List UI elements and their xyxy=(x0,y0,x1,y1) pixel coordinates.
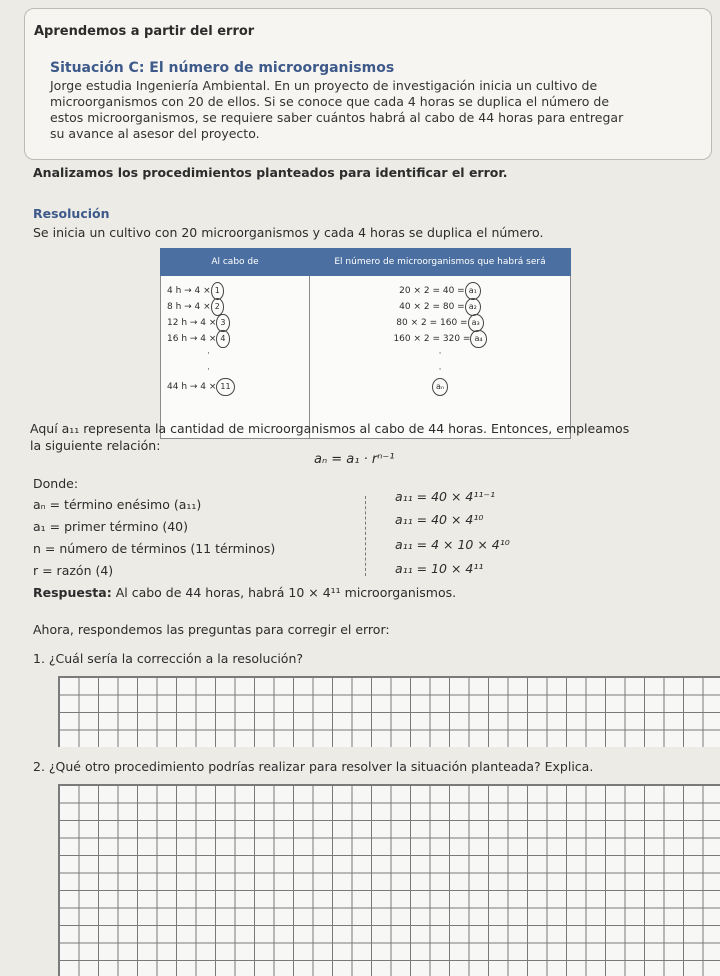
table-col-time xyxy=(161,276,310,439)
situation-line: estos microorganismos, se requiere saber cuántos habrá al cabo de 44 horas para entregar xyxy=(50,110,624,125)
definition-item: a₁ = primer término (40) xyxy=(33,519,188,534)
table-cell: 80 × 2 = 160 = a₃ xyxy=(316,314,564,330)
table-cell: · xyxy=(207,349,210,359)
table-cell: 40 × 2 = 80 = a₂ xyxy=(316,298,564,314)
prompt-text: Ahora, respondemos las preguntas para corregir el error: xyxy=(33,622,390,637)
table-cell: 44 h → 4 × 11 xyxy=(167,378,303,394)
page-title: Aprendemos a partir del error xyxy=(34,24,255,39)
situation-line: su avance al asesor del proyecto. xyxy=(50,126,260,141)
table-cell: 4 h → 4 × 1 xyxy=(167,282,303,298)
calc-step: a₁₁ = 40 × 4¹⁰ xyxy=(395,512,484,527)
situation-title: Situación C: El número de microorganismos xyxy=(50,60,395,76)
table-cell: 12 h → 4 × 3 xyxy=(167,314,303,330)
table-cell: · xyxy=(207,365,210,375)
definition-item: n = número de términos (11 términos) xyxy=(33,541,276,556)
definitions-label: Donde: xyxy=(33,476,79,491)
question-1: 1. ¿Cuál sería la corrección a la resolución? xyxy=(33,651,304,666)
calc-step: a₁₁ = 4 × 10 × 4¹⁰ xyxy=(395,537,510,552)
answer-grid-1[interactable] xyxy=(58,676,720,747)
answer-label: Respuesta: xyxy=(33,585,112,600)
table-cell: · xyxy=(438,349,442,359)
answer xyxy=(33,585,456,600)
table-cell: 160 × 2 = 320 = a₄ xyxy=(316,330,564,346)
divider xyxy=(365,496,366,576)
table-cell: 8 h → 4 × 2 xyxy=(167,298,303,314)
answer-grid-2[interactable] xyxy=(58,784,720,976)
analyze-heading: Analizamos los procedimientos planteados para identificar el error. xyxy=(33,165,508,180)
situation-line: microorganismos con 20 de ellos. Si se conoce que cada 4 horas se duplica el número de xyxy=(50,94,610,109)
table-header-time: Al cabo de xyxy=(161,249,310,276)
situation-text xyxy=(50,78,675,142)
table-col-count xyxy=(310,276,571,439)
table-header-count: El número de microorganismos que habrá será xyxy=(310,249,571,276)
explanation-line: la siguiente relación: xyxy=(30,438,161,453)
calc-step: a₁₁ = 40 × 4¹¹⁻¹ xyxy=(395,489,496,504)
general-formula: aₙ = a₁ · rⁿ⁻¹ xyxy=(314,452,395,467)
situation-line: Jorge estudia Ingeniería Ambiental. En un proyecto de investigación inicia un cultivo de xyxy=(50,78,598,93)
explanation-line: Aquí a₁₁ representa la cantidad de microorganismos al cabo de 44 horas. Entonces, empleamos xyxy=(30,421,630,436)
explanation xyxy=(30,420,710,454)
definition-item: aₙ = término enésimo (a₁₁) xyxy=(33,497,202,512)
resolution-intro-text: Se inicia un cultivo con 20 microorganismos y cada 4 horas se duplica el número. xyxy=(33,225,544,240)
calc-step: a₁₁ = 10 × 4¹¹ xyxy=(395,561,484,576)
table-cell: 16 h → 4 × 4 xyxy=(167,330,303,346)
resolution-label: Resolución xyxy=(33,206,110,221)
table-cell: aₙ xyxy=(316,378,564,394)
doubling-table xyxy=(160,248,571,439)
resolution-intro xyxy=(33,225,543,240)
answer-text: Al cabo de 44 horas, habrá 10 × 4¹¹ microorganismos. xyxy=(115,585,457,600)
definition-item: r = razón (4) xyxy=(33,563,114,578)
table-cell: · xyxy=(438,365,442,375)
question-2: 2. ¿Qué otro procedimiento podrías realizar para resolver la situación planteada? Explica. xyxy=(33,759,594,774)
table-cell: 20 × 2 = 40 = a₁ xyxy=(316,282,564,298)
